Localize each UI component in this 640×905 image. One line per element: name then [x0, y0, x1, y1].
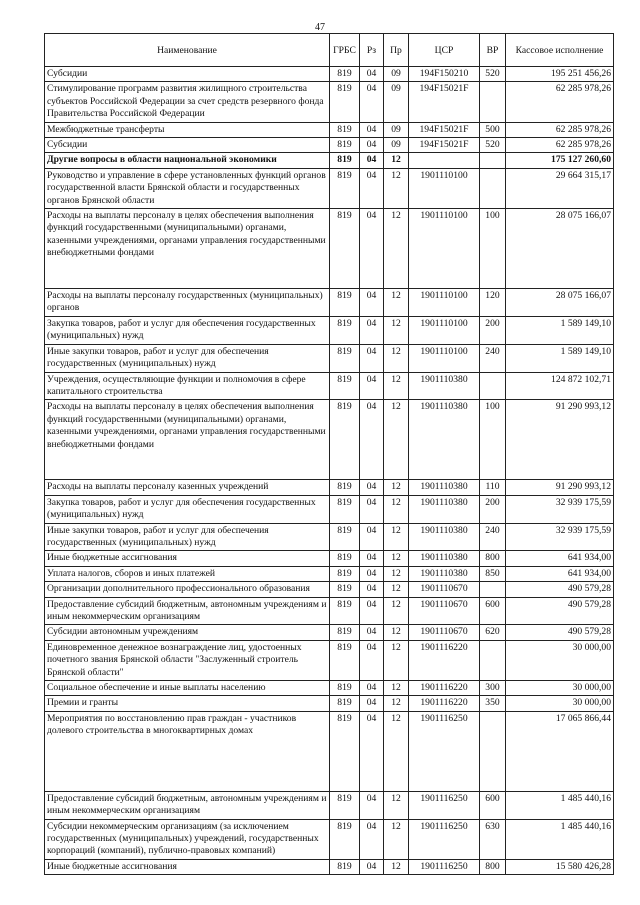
cell-vr: 520	[480, 67, 506, 82]
cell-grbs: 819	[330, 495, 360, 523]
cell-rz: 04	[360, 67, 384, 82]
cell-csr: 1901110380	[409, 400, 480, 480]
cell-vr: 600	[480, 791, 506, 819]
cell-pr: 09	[384, 138, 409, 153]
cell-name: Другие вопросы в области национальной экономики	[45, 153, 330, 168]
header-csr: ЦСР	[409, 34, 480, 67]
cell-name: Субсидии автономным учреждениям	[45, 625, 330, 640]
table-row	[45, 819, 614, 859]
cell-rz: 04	[360, 551, 384, 566]
cell-name: Мероприятия по восстановлению прав граждан - участников долевого строительства в многоквартирных домах	[45, 711, 330, 791]
cell-rz: 04	[360, 696, 384, 711]
cell-rz: 04	[360, 480, 384, 495]
cell-csr: 1901110100	[409, 289, 480, 317]
cell-pr: 12	[384, 791, 409, 819]
cell-vr: 630	[480, 819, 506, 859]
cell-pr: 12	[384, 316, 409, 344]
cell-csr: 1901110380	[409, 495, 480, 523]
cell-name: Субсидии	[45, 67, 330, 82]
cell-grbs: 819	[330, 289, 360, 317]
cell-csr: 1901116250	[409, 819, 480, 859]
cell-rz: 04	[360, 582, 384, 597]
cell-amount: 32 939 175,59	[506, 495, 614, 523]
cell-csr: 1901110100	[409, 344, 480, 372]
cell-name: Иные закупки товаров, работ и услуг для обеспечения государственных (муниципальных) нужд	[45, 523, 330, 551]
cell-csr: 1901110380	[409, 523, 480, 551]
cell-name: Уплата налогов, сборов и иных платежей	[45, 566, 330, 581]
header-grbs: ГРБС	[330, 34, 360, 67]
cell-name: Иные бюджетные ассигнования	[45, 859, 330, 874]
cell-rz: 04	[360, 523, 384, 551]
cell-name: Социальное обеспечение и иные выплаты населению	[45, 681, 330, 696]
cell-csr: 1901110380	[409, 480, 480, 495]
cell-vr: 800	[480, 859, 506, 874]
cell-amount: 30 000,00	[506, 696, 614, 711]
cell-pr: 12	[384, 480, 409, 495]
table-row	[45, 67, 614, 82]
cell-rz: 04	[360, 495, 384, 523]
table-row	[45, 289, 614, 317]
cell-vr: 240	[480, 523, 506, 551]
cell-pr: 09	[384, 122, 409, 137]
cell-grbs: 819	[330, 681, 360, 696]
cell-grbs: 819	[330, 372, 360, 400]
cell-csr: 1901110100	[409, 209, 480, 289]
cell-grbs: 819	[330, 122, 360, 137]
cell-grbs: 819	[330, 566, 360, 581]
cell-pr: 12	[384, 495, 409, 523]
cell-amount: 62 285 978,26	[506, 138, 614, 153]
header-name: Наименование	[45, 34, 330, 67]
cell-csr: 194F150210	[409, 67, 480, 82]
cell-rz: 04	[360, 819, 384, 859]
cell-vr	[480, 711, 506, 791]
cell-name: Стимулирование программ развития жилищного строительства субъектов Российской Федерации за счет средств резервного фонда Правительства Российской Федерации	[45, 82, 330, 122]
cell-pr: 12	[384, 582, 409, 597]
cell-rz: 04	[360, 791, 384, 819]
table-row	[45, 153, 614, 168]
cell-csr: 1901110380	[409, 551, 480, 566]
cell-pr: 12	[384, 551, 409, 566]
cell-amount: 490 579,28	[506, 597, 614, 625]
table-row	[45, 859, 614, 874]
cell-pr: 12	[384, 640, 409, 680]
cell-vr: 600	[480, 597, 506, 625]
header-amount: Кассовое исполнение	[506, 34, 614, 67]
cell-rz: 04	[360, 625, 384, 640]
cell-amount: 17 065 866,44	[506, 711, 614, 791]
table-row	[45, 372, 614, 400]
cell-vr: 300	[480, 681, 506, 696]
cell-csr: 194F15021F	[409, 82, 480, 122]
cell-csr: 194F15021F	[409, 138, 480, 153]
cell-csr: 1901116220	[409, 640, 480, 680]
cell-amount: 28 075 166,07	[506, 289, 614, 317]
table-row	[45, 681, 614, 696]
cell-vr	[480, 153, 506, 168]
cell-csr: 1901110380	[409, 566, 480, 581]
cell-grbs: 819	[330, 597, 360, 625]
cell-pr: 09	[384, 67, 409, 82]
cell-grbs: 819	[330, 859, 360, 874]
cell-amount: 1 589 149,10	[506, 344, 614, 372]
cell-grbs: 819	[330, 400, 360, 480]
table-header-row	[45, 34, 614, 67]
cell-name: Закупка товаров, работ и услуг для обеспечения государственных (муниципальных) нужд	[45, 495, 330, 523]
page-number: 47	[315, 22, 325, 33]
cell-vr: 200	[480, 316, 506, 344]
cell-name: Предоставление субсидий бюджетным, автономным учреждениям и иным некоммерческим организациям	[45, 597, 330, 625]
cell-amount: 15 580 426,28	[506, 859, 614, 874]
table-row	[45, 209, 614, 289]
cell-rz: 04	[360, 597, 384, 625]
table-row	[45, 791, 614, 819]
cell-rz: 04	[360, 168, 384, 208]
cell-rz: 04	[360, 316, 384, 344]
cell-amount: 124 872 102,71	[506, 372, 614, 400]
cell-rz: 04	[360, 681, 384, 696]
cell-grbs: 819	[330, 82, 360, 122]
cell-amount: 490 579,28	[506, 582, 614, 597]
cell-csr: 1901116250	[409, 791, 480, 819]
table-row	[45, 400, 614, 480]
cell-vr: 620	[480, 625, 506, 640]
cell-name: Организации дополнительного профессионального образования	[45, 582, 330, 597]
cell-vr	[480, 82, 506, 122]
cell-rz: 04	[360, 372, 384, 400]
cell-grbs: 819	[330, 625, 360, 640]
cell-amount: 1 589 149,10	[506, 316, 614, 344]
cell-pr: 12	[384, 625, 409, 640]
cell-vr: 850	[480, 566, 506, 581]
cell-amount: 175 127 260,60	[506, 153, 614, 168]
cell-pr: 12	[384, 153, 409, 168]
cell-csr: 1901116220	[409, 681, 480, 696]
cell-vr: 200	[480, 495, 506, 523]
cell-grbs: 819	[330, 153, 360, 168]
cell-name: Расходы на выплаты персоналу казенных учреждений	[45, 480, 330, 495]
cell-amount: 62 285 978,26	[506, 122, 614, 137]
cell-name: Расходы на выплаты персоналу государственных (муниципальных) органов	[45, 289, 330, 317]
cell-grbs: 819	[330, 711, 360, 791]
cell-name: Расходы на выплаты персоналу в целях обеспечения выполнения функций государственными (муниципальными) органами, казенными учреждениями, органами управления государственными внебюджетными фондами	[45, 209, 330, 289]
table-row	[45, 523, 614, 551]
cell-name: Межбюджетные трансферты	[45, 122, 330, 137]
cell-grbs: 819	[330, 138, 360, 153]
cell-grbs: 819	[330, 480, 360, 495]
cell-rz: 04	[360, 711, 384, 791]
cell-pr: 12	[384, 209, 409, 289]
table-row	[45, 582, 614, 597]
cell-grbs: 819	[330, 791, 360, 819]
cell-grbs: 819	[330, 819, 360, 859]
cell-name: Учреждения, осуществляющие функции и полномочия в сфере капитального строительства	[45, 372, 330, 400]
cell-rz: 04	[360, 209, 384, 289]
cell-pr: 12	[384, 859, 409, 874]
cell-rz: 04	[360, 344, 384, 372]
table-row	[45, 344, 614, 372]
cell-amount: 28 075 166,07	[506, 209, 614, 289]
cell-name: Руководство и управление в сфере установленных функций органов государственной власти Брянской области и государственных органов Брянской области	[45, 168, 330, 208]
cell-pr: 09	[384, 82, 409, 122]
cell-vr: 520	[480, 138, 506, 153]
cell-vr: 350	[480, 696, 506, 711]
cell-amount: 91 290 993,12	[506, 480, 614, 495]
cell-csr: 1901110670	[409, 582, 480, 597]
table-row	[45, 122, 614, 137]
table-row	[45, 168, 614, 208]
cell-name: Премии и гранты	[45, 696, 330, 711]
cell-csr: 1901110670	[409, 597, 480, 625]
cell-pr: 12	[384, 400, 409, 480]
cell-name: Субсидии некоммерческим организациям (за исключением государственных (муниципальных) учреждений, государственных корпораций (компаний), публично-правовых компаний)	[45, 819, 330, 859]
cell-name: Иные бюджетные ассигнования	[45, 551, 330, 566]
cell-amount: 29 664 315,17	[506, 168, 614, 208]
cell-vr: 100	[480, 209, 506, 289]
cell-pr: 12	[384, 168, 409, 208]
cell-rz: 04	[360, 859, 384, 874]
cell-rz: 04	[360, 153, 384, 168]
cell-pr: 12	[384, 597, 409, 625]
cell-amount: 641 934,00	[506, 566, 614, 581]
table-row	[45, 696, 614, 711]
cell-grbs: 819	[330, 551, 360, 566]
cell-csr: 1901116250	[409, 859, 480, 874]
cell-vr: 500	[480, 122, 506, 137]
cell-vr: 240	[480, 344, 506, 372]
table-row	[45, 480, 614, 495]
table-row	[45, 495, 614, 523]
cell-vr	[480, 372, 506, 400]
header-rz: Рз	[360, 34, 384, 67]
cell-pr: 12	[384, 681, 409, 696]
cell-vr: 120	[480, 289, 506, 317]
cell-pr: 12	[384, 711, 409, 791]
cell-csr: 1901110670	[409, 625, 480, 640]
cell-grbs: 819	[330, 523, 360, 551]
table-row	[45, 551, 614, 566]
cell-vr: 110	[480, 480, 506, 495]
cell-name: Закупка товаров, работ и услуг для обеспечения государственных (муниципальных) нужд	[45, 316, 330, 344]
table-row	[45, 625, 614, 640]
cell-vr	[480, 582, 506, 597]
cell-amount: 30 000,00	[506, 640, 614, 680]
cell-amount: 195 251 456,26	[506, 67, 614, 82]
cell-pr: 12	[384, 819, 409, 859]
cell-amount: 30 000,00	[506, 681, 614, 696]
table-row	[45, 138, 614, 153]
cell-rz: 04	[360, 400, 384, 480]
cell-csr: 1901116220	[409, 696, 480, 711]
table-row	[45, 82, 614, 122]
cell-name: Расходы на выплаты персоналу в целях обеспечения выполнения функций государственными (муниципальными) органами, казенными учреждениями, органами управления государственными внебюджетными фондами	[45, 400, 330, 480]
cell-amount: 1 485 440,16	[506, 791, 614, 819]
cell-name: Иные закупки товаров, работ и услуг для обеспечения государственных (муниципальных) нужд	[45, 344, 330, 372]
table-row	[45, 711, 614, 791]
cell-rz: 04	[360, 566, 384, 581]
table-row	[45, 640, 614, 680]
cell-amount: 1 485 440,16	[506, 819, 614, 859]
cell-amount: 91 290 993,12	[506, 400, 614, 480]
cell-amount: 32 939 175,59	[506, 523, 614, 551]
cell-grbs: 819	[330, 67, 360, 82]
cell-pr: 12	[384, 289, 409, 317]
cell-pr: 12	[384, 344, 409, 372]
cell-grbs: 819	[330, 640, 360, 680]
cell-name: Предоставление субсидий бюджетным, автономным учреждениям и иным некоммерческим организациям	[45, 791, 330, 819]
cell-pr: 12	[384, 566, 409, 581]
cell-rz: 04	[360, 122, 384, 137]
cell-vr: 100	[480, 400, 506, 480]
cell-csr: 1901116250	[409, 711, 480, 791]
header-vr: ВР	[480, 34, 506, 67]
table-row	[45, 566, 614, 581]
cell-grbs: 819	[330, 209, 360, 289]
cell-csr	[409, 153, 480, 168]
cell-amount: 641 934,00	[506, 551, 614, 566]
cell-grbs: 819	[330, 344, 360, 372]
table-row	[45, 597, 614, 625]
cell-name: Единовременное денежное вознаграждение лиц, удостоенных почетного звания Брянской области "Заслуженный строитель Брянской области"	[45, 640, 330, 680]
cell-amount: 490 579,28	[506, 625, 614, 640]
cell-grbs: 819	[330, 168, 360, 208]
cell-pr: 12	[384, 696, 409, 711]
cell-vr	[480, 640, 506, 680]
cell-vr	[480, 168, 506, 208]
cell-amount: 62 285 978,26	[506, 82, 614, 122]
cell-pr: 12	[384, 372, 409, 400]
cell-csr: 1901110100	[409, 316, 480, 344]
cell-csr: 1901110100	[409, 168, 480, 208]
cell-vr: 800	[480, 551, 506, 566]
header-pr: Пр	[384, 34, 409, 67]
cell-name: Субсидии	[45, 138, 330, 153]
cell-grbs: 819	[330, 316, 360, 344]
cell-grbs: 819	[330, 582, 360, 597]
cell-rz: 04	[360, 289, 384, 317]
cell-csr: 1901110380	[409, 372, 480, 400]
cell-pr: 12	[384, 523, 409, 551]
table-row	[45, 316, 614, 344]
cell-rz: 04	[360, 82, 384, 122]
cell-rz: 04	[360, 138, 384, 153]
cell-csr: 194F15021F	[409, 122, 480, 137]
budget-execution-table	[44, 33, 614, 875]
cell-rz: 04	[360, 640, 384, 680]
cell-grbs: 819	[330, 696, 360, 711]
